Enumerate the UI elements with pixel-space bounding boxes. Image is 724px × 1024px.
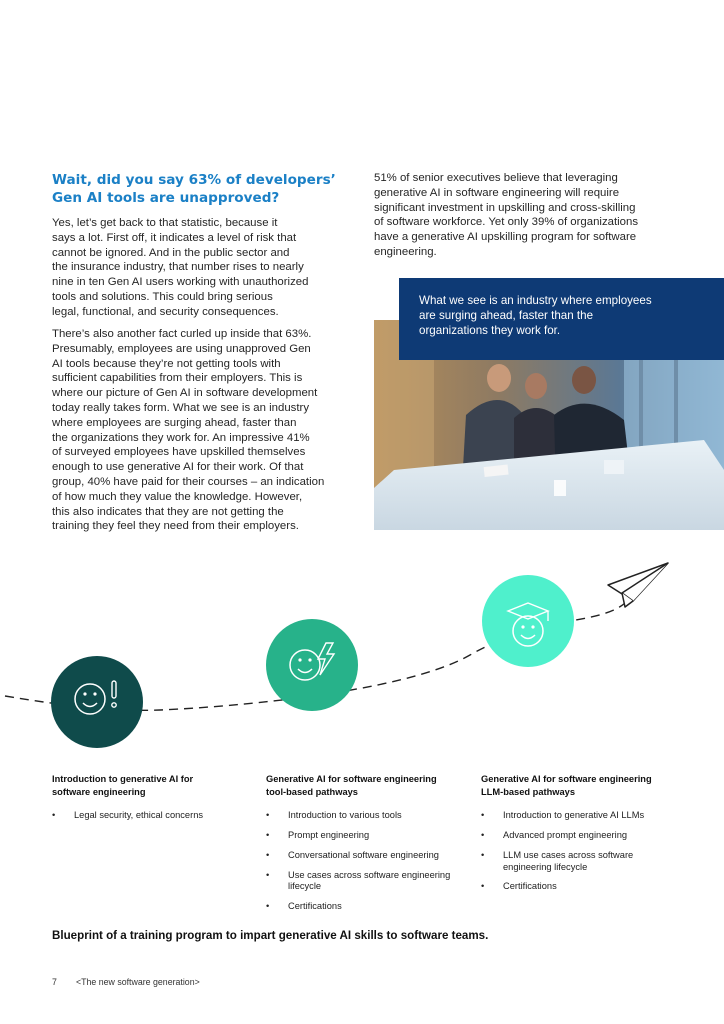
quote-line: What we see is an industry where employees	[419, 294, 652, 307]
para-line: There’s also another fact curled up inside that 63%.	[52, 328, 312, 340]
column-title	[481, 773, 691, 798]
document-title: <The new software generation>	[76, 977, 200, 987]
learning-journey-graphic	[0, 555, 724, 755]
paper-plane-icon	[608, 563, 668, 607]
quote-line: organizations they work for.	[419, 324, 561, 337]
para-line: training they feel they need from their employers.	[52, 520, 299, 533]
para-line: says a lot. First off, it indicates a level of risk that	[52, 231, 297, 244]
list-item: • Advanced prompt engineering	[481, 830, 691, 842]
para-line: where employees are surging ahead, faster than	[52, 416, 297, 429]
body-paragraph-1	[52, 216, 352, 320]
pathway-column-llm-based	[481, 773, 691, 901]
list-item: • Introduction to various tools	[266, 810, 476, 822]
list-item: • Certifications	[481, 881, 691, 893]
para-line: enough to use generative AI for their work. Of that	[52, 461, 304, 474]
column-title-line: tool-based pathways	[266, 786, 358, 797]
para-line: Presumably, employees are using unapproved Gen	[52, 342, 311, 355]
figure-caption: Blueprint of a training program to impart generative AI skills to software teams.	[52, 929, 489, 942]
column-list	[481, 810, 691, 893]
para-line: Yes, let’s get back to that statistic, because it	[52, 217, 278, 229]
page-footer	[52, 977, 200, 987]
para-line: tools and solutions. This could bring serious	[52, 290, 273, 303]
smiley-exclamation-icon	[51, 656, 143, 748]
para-line: have a generative AI upskilling program for software	[374, 231, 637, 244]
para-line: of how much they value the knowledge. However,	[52, 490, 303, 503]
body-paragraph-2	[52, 327, 352, 534]
column-title	[52, 773, 262, 798]
para-line: the insurance industry, that number rises to nearly	[52, 261, 304, 274]
list-item: • Conversational software engineering	[266, 850, 476, 862]
list-item: • Prompt engineering	[266, 830, 476, 842]
column-list	[52, 810, 262, 822]
quote-line: are surging ahead, faster than the	[419, 309, 594, 322]
pathway-column-tool-based	[266, 773, 476, 921]
para-line: AI tools because they’re not getting tools with	[52, 357, 281, 370]
smiley-lightning-icon	[266, 619, 358, 711]
para-line: today really takes form. What we see is an industry	[52, 401, 310, 414]
column-title-line: LLM-based pathways	[481, 786, 576, 797]
pull-quote-box	[399, 278, 724, 360]
para-line: this also indicates that they are not getting the	[52, 505, 284, 518]
para-line: the organizations they work for. An impressive 41%	[52, 431, 310, 444]
para-line: generative AI in software engineering will require	[374, 186, 620, 199]
list-item: • Certifications	[266, 901, 476, 913]
para-line: group, 40% have paid for their courses – an indication	[52, 475, 325, 488]
column-title	[266, 773, 476, 798]
smiley-graduate-icon	[482, 575, 574, 667]
para-line: legal, functional, and security consequences.	[52, 305, 279, 318]
column-list	[266, 810, 476, 913]
para-line: sufficient capabilities from their employers. This is	[52, 372, 303, 385]
para-line: engineering.	[374, 245, 437, 258]
pathway-column-intro	[52, 773, 262, 830]
section-heading	[52, 171, 342, 207]
list-item: • Introduction to generative AI LLMs	[481, 810, 691, 822]
para-line: cannot be ignored. And in the public sector and	[52, 246, 290, 259]
para-line: 51% of senior executives believe that leveraging	[374, 172, 618, 184]
para-line: of surveyed employees have upskilled themselves	[52, 446, 306, 459]
para-line: significant investment in upskilling and cross-skilling	[374, 201, 636, 214]
para-line: where our picture of Gen AI in software development	[52, 387, 318, 400]
list-item: • Legal security, ethical concerns	[52, 810, 262, 822]
heading-line-2: Gen AI tools are unapproved?	[52, 190, 280, 206]
executive-stat-paragraph	[374, 171, 674, 260]
column-title-line: Introduction to generative AI for	[52, 774, 194, 784]
list-item: • LLM use cases across software engineering lifecycle	[481, 850, 653, 874]
page-number: 7	[52, 977, 57, 987]
para-line: nine in ten Gen AI users working with unauthorized	[52, 276, 309, 289]
list-item: • Use cases across software engineering lifecycle	[266, 870, 460, 894]
column-title-line: Generative AI for software engineering	[481, 774, 652, 784]
para-line: of software workforce. Yet only 39% of organizations	[374, 216, 639, 229]
column-title-line: Generative AI for software engineering	[266, 774, 437, 784]
heading-line-1: Wait, did you say 63% of developers’	[52, 172, 336, 188]
column-title-line: software engineering	[52, 786, 146, 797]
